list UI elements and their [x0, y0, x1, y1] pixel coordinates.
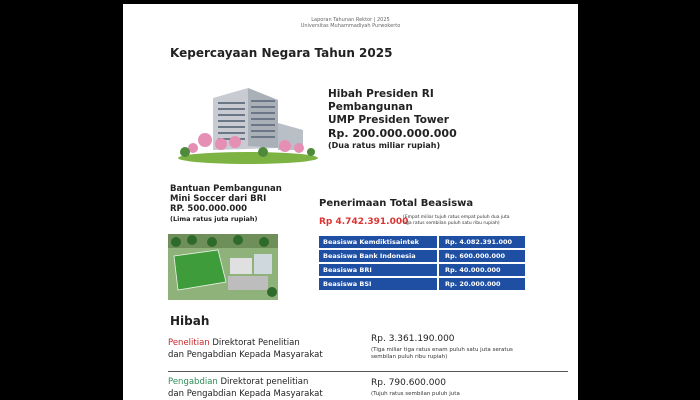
bri-line-1: Bantuan Pembangunan	[170, 184, 282, 194]
beasiswa-total-words: (Empat miliar tujuh ratus empat puluh dua juta tiga ratus sembilan puluh satu ribu rupiah)	[403, 215, 510, 226]
beasiswa-name: Beasiswa BSI	[319, 278, 437, 290]
bri-block	[170, 184, 282, 224]
hibah-presiden-line-1: Hibah Presiden RI	[328, 88, 434, 100]
beasiswa-name: Beasiswa BRI	[319, 264, 437, 276]
hibah-heading: Hibah	[170, 314, 210, 328]
penelitian-words: (Tiga miliar tiga ratus enam puluh satu juta seratus sembilan puluh ribu rupiah)	[371, 347, 513, 360]
penelitian-label-rest: Direktorat Penelitian	[209, 338, 300, 348]
pengabdian-amount: Rp. 790.600.000	[371, 378, 446, 388]
header-line-2: Universitas Muhammadiyah Purwokerto	[300, 23, 401, 29]
penelitian-highlight: Penelitian	[168, 338, 210, 348]
header-line-1: Laporan Tahunan Rektor | 2025	[311, 17, 390, 23]
beasiswa-value: Rp. 600.000.000	[439, 250, 525, 262]
beasiswa-value: Rp. 20.000.000	[439, 278, 525, 290]
hibah-presiden-line-2: Pembangunan	[328, 101, 413, 113]
hibah-presiden-amount: Rp. 200.000.000.000	[328, 127, 457, 140]
pengabdian-label-line-2: dan Pengabdian Kepada Masyarakat	[168, 389, 323, 399]
beasiswa-name: Beasiswa Kemdiktisaintek	[319, 236, 437, 248]
beasiswa-name: Beasiswa Bank Indonesia	[319, 250, 437, 262]
beasiswa-total: Rp 4.742.391.000	[319, 217, 409, 227]
beasiswa-table	[319, 236, 525, 292]
pengabdian-words: (Tujuh ratus sembilan puluh juta	[371, 391, 460, 397]
table-row	[319, 236, 525, 248]
report-page	[123, 4, 578, 400]
mini-soccer-image	[168, 234, 278, 300]
hibah-presiden-words: (Dua ratus miliar rupiah)	[328, 141, 441, 150]
hibah-presiden-line-3: UMP Presiden Tower	[328, 114, 449, 126]
table-row	[319, 264, 525, 276]
pengabdian-highlight: Pengabdian	[168, 377, 218, 387]
penelitian-amount: Rp. 3.361.190.000	[371, 334, 455, 344]
hibah-pengabdian-label	[168, 376, 363, 400]
beasiswa-value: Rp. 4.082.391.000	[439, 236, 525, 248]
table-row	[319, 250, 525, 262]
tower-image	[173, 78, 323, 164]
divider	[168, 371, 568, 372]
page-title: Kepercayaan Negara Tahun 2025	[170, 46, 393, 60]
bri-amount: RP. 500.000.000	[170, 204, 248, 214]
table-row	[319, 278, 525, 290]
report-header	[123, 17, 578, 29]
bri-words: (Lima ratus juta rupiah)	[170, 215, 258, 223]
bri-line-2: Mini Soccer dari BRI	[170, 194, 267, 204]
penelitian-label-line-2: dan Pengabdian Kepada Masyarakat	[168, 350, 323, 360]
beasiswa-title: Penerimaan Total Beasiswa	[319, 198, 474, 209]
hibah-penelitian-label	[168, 337, 363, 361]
hibah-presiden-block	[328, 88, 457, 151]
beasiswa-value: Rp. 40.000.000	[439, 264, 525, 276]
pengabdian-label-rest: Direktorat penelitian	[217, 377, 309, 387]
